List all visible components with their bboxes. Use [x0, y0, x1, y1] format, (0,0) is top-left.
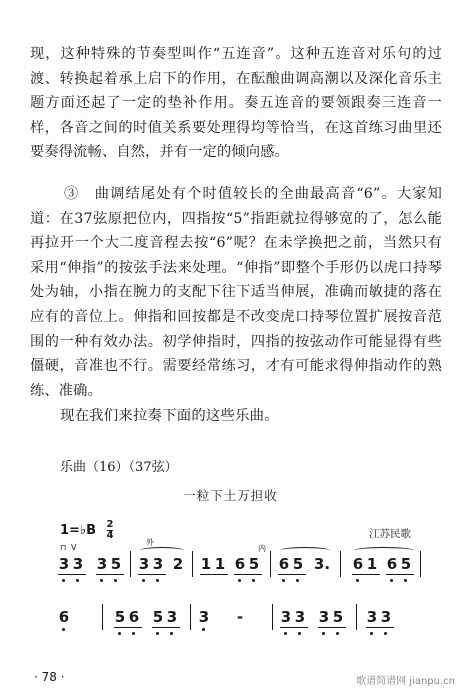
- slur: [280, 547, 330, 554]
- low-octave-dot: [170, 632, 173, 635]
- note: 5: [152, 608, 164, 626]
- note: 3: [280, 608, 292, 626]
- low-octave-dot: [252, 579, 255, 582]
- note: 3: [72, 555, 84, 573]
- note: 3: [58, 555, 70, 573]
- underline: [96, 574, 124, 575]
- low-octave-dot: [284, 632, 287, 635]
- low-octave-dot: [76, 579, 79, 582]
- low-octave-dot: [202, 628, 205, 631]
- note: 2: [172, 555, 184, 573]
- score-row-2: [58, 598, 428, 648]
- paragraph-intro-pieces: 现在我们来拉奏下面的这些乐曲。: [60, 408, 279, 424]
- note: 5: [400, 555, 412, 573]
- underline: [366, 627, 394, 628]
- underline: [138, 574, 166, 575]
- underline: [200, 574, 228, 575]
- low-octave-dot: [336, 632, 339, 635]
- low-octave-dot: [142, 579, 145, 582]
- barline: [192, 551, 193, 577]
- low-octave-dot: [298, 632, 301, 635]
- low-octave-dot: [118, 632, 121, 635]
- barline: [272, 604, 273, 630]
- note: 3: [138, 555, 150, 573]
- note: 6: [386, 555, 398, 573]
- time-signature: [107, 520, 114, 541]
- piece-label: 乐曲（16）（37弦）: [60, 460, 178, 475]
- low-octave-dot: [114, 579, 117, 582]
- low-octave-dot: [100, 579, 103, 582]
- underline: [114, 627, 142, 628]
- note: 6: [352, 555, 364, 573]
- underline: [278, 574, 306, 575]
- note: -: [236, 608, 244, 626]
- barline: [270, 551, 271, 577]
- note: 3: [166, 608, 178, 626]
- key-text: 1=♭B: [60, 523, 96, 538]
- low-octave-dot: [238, 579, 241, 582]
- score-row-1: [58, 538, 428, 595]
- page-number: · 78 ·: [34, 670, 65, 684]
- note: 5: [292, 555, 304, 573]
- underline: [352, 574, 380, 575]
- low-octave-dot: [370, 632, 373, 635]
- low-octave-dot: [62, 628, 65, 631]
- time-top: 2: [106, 519, 114, 530]
- note: 3: [366, 608, 378, 626]
- low-octave-dot: [156, 579, 159, 582]
- low-octave-dot: [322, 632, 325, 635]
- watermark: 歌谱简谱网 jianpu.cn: [356, 676, 455, 687]
- underline: [318, 627, 346, 628]
- note: 6: [128, 608, 140, 626]
- note: 5: [114, 608, 126, 626]
- bow-mark-down: ⊓: [60, 543, 67, 552]
- paragraph-stretch-finger: ③ 曲调结尾处有个时值较长的全曲最高音“6”。大家知道：在37弦原把位内，四指按“5”指距就拉得够宽的了，怎么能再拉开一个大二度音程去按“6”呢？在未学换把之前，当然只有采用“伸指”的按弦手法来处理。“伸指”即整个手形仍以虎口持琴处为轴，小指在腕力的支配下往下适当伸展，准确而敏捷的落在应有的音位上。伸指和回按都是不改变虎口持琴位置扩展按音范围的一种有效办法。初学伸指时，四指的按弦动作可能显得有些僵硬，音准也不行。需要经常练习，才有可能求得伸指动作的熟练、准确。: [30, 186, 442, 399]
- paragraph-five-tuplet: 现，这种特殊的节奏型叫作“五连音”。这种五连音对乐句的过渡、转换起着承上启下的作用，在酝酿曲调高潮以及深化音乐主题方面还起了一定的垫补作用。奏五连音的要领跟奏三连音一样，各音之间的时值关系要处理得均等恰当，在这首练习曲里还要奏得流畅、自然，并有一定的倾向感。: [30, 46, 442, 161]
- low-octave-dot: [132, 632, 135, 635]
- slur: [140, 547, 184, 554]
- barline: [190, 604, 191, 630]
- note: 5: [110, 555, 122, 573]
- outer-mark: 外: [146, 538, 154, 547]
- note: 3: [152, 555, 164, 573]
- song-title: 一粒下土万担收: [183, 488, 278, 503]
- key-signature: [60, 520, 113, 541]
- barline: [130, 551, 131, 577]
- time-bottom: 4: [106, 530, 114, 541]
- note: 1: [200, 555, 212, 573]
- low-octave-dot: [404, 579, 407, 582]
- underline: [386, 574, 414, 575]
- note: 3: [380, 608, 392, 626]
- low-octave-dot: [62, 579, 65, 582]
- note: 6: [278, 555, 290, 573]
- low-octave-dot: [390, 579, 393, 582]
- underline: [152, 627, 180, 628]
- inner-mark: 内: [258, 544, 266, 553]
- note: 3: [318, 608, 330, 626]
- note: 5: [332, 608, 344, 626]
- note: 3.: [313, 555, 331, 573]
- note: 1: [214, 555, 226, 573]
- slur: [354, 547, 414, 554]
- low-octave-dot: [282, 579, 285, 582]
- low-octave-dot: [296, 579, 299, 582]
- note: 3: [198, 608, 210, 626]
- underline: [58, 574, 86, 575]
- note: 5: [248, 555, 260, 573]
- barline: [102, 604, 103, 630]
- low-octave-dot: [384, 632, 387, 635]
- note: 6: [234, 555, 246, 573]
- underline: [234, 574, 262, 575]
- bow-mark-up: V: [71, 543, 77, 552]
- low-octave-dot: [156, 632, 159, 635]
- barline: [356, 604, 357, 630]
- note: 3: [294, 608, 306, 626]
- note: 1: [366, 555, 378, 573]
- underline: [280, 627, 308, 628]
- note: 3: [96, 555, 108, 573]
- song-origin: 江苏民歌: [369, 528, 411, 540]
- barline: [340, 551, 341, 577]
- low-octave-dot: [356, 579, 359, 582]
- barline: [420, 551, 421, 577]
- note: 6: [58, 608, 70, 626]
